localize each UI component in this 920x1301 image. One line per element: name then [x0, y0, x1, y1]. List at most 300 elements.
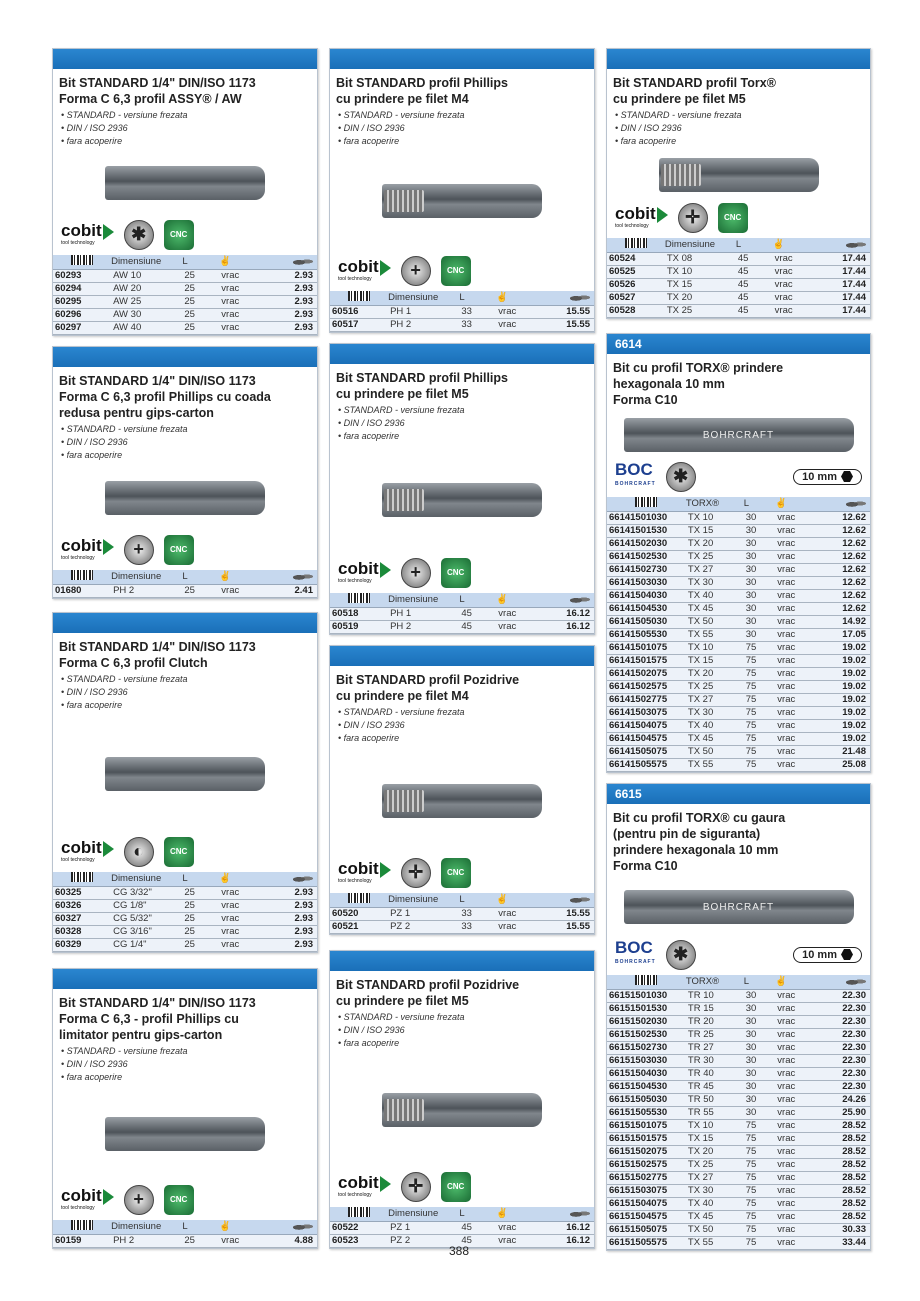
dimension: PH 1	[388, 306, 459, 319]
dimension: TX 10	[665, 266, 736, 279]
table-row	[53, 939, 317, 952]
price: 2.93	[272, 283, 317, 296]
length: 45	[459, 1235, 496, 1248]
price: 17.05	[828, 629, 870, 642]
price: 33.44	[828, 1237, 870, 1250]
price: 2.93	[272, 887, 317, 900]
price: 2.93	[272, 939, 317, 952]
price: 17.44	[825, 253, 870, 266]
cnc-badge-icon: CNC	[164, 535, 194, 565]
packaging: vrac	[773, 279, 826, 292]
price: 17.44	[825, 292, 870, 305]
bit-image: BOHRCRAFT	[624, 890, 854, 924]
length: 30	[744, 1029, 776, 1042]
dimension: TX 50	[686, 616, 744, 629]
article-code: 66141505530	[607, 629, 686, 642]
table-row	[607, 642, 870, 655]
barcode-icon	[348, 291, 370, 301]
cnc-badge-icon: CNC	[441, 256, 471, 286]
price: 15.55	[549, 306, 594, 319]
table-row	[607, 564, 870, 577]
price-coins-icon	[570, 895, 590, 904]
section-header-bar: 6614	[607, 334, 870, 354]
price: 19.02	[828, 668, 870, 681]
torx-star-icon: ✱	[124, 220, 154, 250]
product-image	[330, 745, 594, 857]
dimension: PZ 2	[388, 921, 459, 934]
length: 25	[182, 270, 219, 283]
column-header: Dimensiune	[111, 872, 182, 887]
table-row	[607, 1237, 870, 1250]
article-code: 66141502730	[607, 564, 686, 577]
column-header: Dimensiune	[111, 255, 182, 270]
dimension: TX 55	[686, 759, 744, 772]
price: 24.26	[828, 1094, 870, 1107]
length: 75	[744, 1185, 776, 1198]
feature-bullet: • STANDARD - versiune frezata	[615, 110, 742, 120]
title-line: Forma C 6,3 profil Phillips cu coada	[59, 390, 271, 404]
length: 30	[744, 577, 776, 590]
brand-subtitle: BOHRCRAFT	[615, 480, 656, 487]
hand-packaging-icon: ✌	[496, 292, 509, 304]
table-header-row	[330, 1207, 594, 1222]
dimension: TX 40	[686, 590, 744, 603]
length: 75	[744, 1172, 776, 1185]
feature-bullet: • DIN / ISO 2936	[615, 123, 682, 133]
dimension: AW 25	[111, 296, 182, 309]
article-code: 66141503030	[607, 577, 686, 590]
length: 75	[744, 694, 776, 707]
article-code: 60527	[607, 292, 665, 305]
cobit-logo	[61, 840, 114, 863]
brand-name: cobit	[61, 536, 102, 556]
torx-star-icon: ✱	[666, 462, 696, 492]
phillips-icon: +	[401, 256, 431, 286]
dimension: CG 3/32"	[111, 887, 182, 900]
price: 2.93	[272, 296, 317, 309]
table-row	[607, 1159, 870, 1172]
length: 75	[744, 720, 776, 733]
packaging: vrac	[775, 564, 828, 577]
length: 45	[459, 1222, 496, 1235]
length: 45	[459, 608, 496, 621]
dimension: TR 10	[686, 990, 744, 1003]
article-code: 66151504575	[607, 1211, 686, 1224]
table-row	[607, 746, 870, 759]
price: 14.92	[828, 616, 870, 629]
price-coins-icon	[846, 977, 866, 986]
cnc-badge-icon: CNC	[164, 837, 194, 867]
feature-bullet: • DIN / ISO 2936	[61, 437, 128, 447]
length: 25	[182, 1235, 219, 1248]
table-row	[607, 759, 870, 772]
packaging: vrac	[775, 668, 828, 681]
length: 75	[744, 759, 776, 772]
price-table	[607, 238, 870, 319]
packaging: vrac	[496, 621, 549, 634]
table-row	[607, 538, 870, 551]
length: 30	[744, 512, 776, 525]
dimension: AW 20	[111, 283, 182, 296]
table-row	[330, 921, 594, 934]
price: 28.52	[828, 1133, 870, 1146]
packaging: vrac	[775, 577, 828, 590]
product-title	[330, 971, 594, 1011]
price: 28.52	[828, 1185, 870, 1198]
barcode-icon	[635, 975, 657, 985]
article-code: 60326	[53, 900, 111, 913]
length: 75	[744, 1120, 776, 1133]
size-label: 10 mm	[802, 470, 837, 483]
dimension: TX 15	[686, 655, 744, 668]
length: 33	[459, 908, 496, 921]
table-row	[330, 621, 594, 634]
length: 75	[744, 1211, 776, 1224]
price: 22.30	[828, 1042, 870, 1055]
column-header	[549, 893, 594, 908]
price: 15.55	[549, 908, 594, 921]
hand-packaging-icon: ✌	[496, 1208, 509, 1220]
article-code: 66151501075	[607, 1120, 686, 1133]
price: 12.62	[828, 577, 870, 590]
pozidriv-icon: ✛	[401, 858, 431, 888]
price: 22.30	[828, 990, 870, 1003]
length: 30	[744, 1081, 776, 1094]
bit-image	[105, 757, 265, 791]
feature-bullet: • DIN / ISO 2936	[338, 1025, 405, 1035]
length: 75	[744, 1198, 776, 1211]
price: 19.02	[828, 720, 870, 733]
price: 25.08	[828, 759, 870, 772]
dimension: TX 15	[665, 279, 736, 292]
cobit-flag-icon	[103, 1189, 114, 1205]
column-header: L	[459, 593, 496, 608]
article-code: 66141504030	[607, 590, 686, 603]
table-header-row	[53, 570, 317, 585]
length: 75	[744, 668, 776, 681]
brand-subtitle: tool technology	[338, 1191, 372, 1198]
packaging: vrac	[496, 608, 549, 621]
table-header-row	[53, 1220, 317, 1235]
article-code: 66151505575	[607, 1237, 686, 1250]
logo-row	[330, 1171, 594, 1207]
feature-bullet: • DIN / ISO 2936	[61, 1059, 128, 1069]
length: 75	[744, 1224, 776, 1237]
boc-logo	[615, 937, 656, 969]
packaging: vrac	[773, 292, 826, 305]
length: 45	[736, 266, 773, 279]
dimension: TX 50	[686, 746, 744, 759]
title-line: Bit STANDARD 1/4" DIN/ISO 1173	[59, 640, 256, 654]
column-header: Dimensiune	[388, 1207, 459, 1222]
price: 2.93	[272, 900, 317, 913]
product-image	[607, 148, 870, 202]
product-title	[53, 633, 317, 673]
packaging: vrac	[219, 939, 272, 952]
dimension: CG 1/4"	[111, 939, 182, 952]
dimension: CG 5/32"	[111, 913, 182, 926]
barcode-icon	[71, 570, 93, 580]
length: 25	[182, 913, 219, 926]
article-code: 60520	[330, 908, 388, 921]
product-image	[53, 1084, 317, 1184]
column-header	[53, 255, 111, 270]
price: 2.93	[272, 926, 317, 939]
thread-image	[661, 164, 701, 186]
product-title	[607, 69, 870, 109]
length: 75	[744, 707, 776, 720]
packaging: vrac	[775, 1198, 828, 1211]
packaging: vrac	[775, 590, 828, 603]
hand-packaging-icon: ✌	[775, 976, 788, 988]
dimension: PH 2	[111, 585, 182, 598]
barcode-icon	[71, 255, 93, 265]
cobit-logo	[338, 861, 391, 884]
packaging: vrac	[773, 253, 826, 266]
column-header: L	[182, 1220, 219, 1235]
dimension: TX 27	[686, 694, 744, 707]
column-header: L	[459, 1207, 496, 1222]
product-title	[53, 989, 317, 1045]
price: 4.88	[272, 1235, 317, 1248]
article-code: 60329	[53, 939, 111, 952]
feature-bullet: • STANDARD - versiune frezata	[338, 110, 465, 120]
packaging: vrac	[219, 270, 272, 283]
dimension: TR 15	[686, 1003, 744, 1016]
packaging: vrac	[219, 585, 272, 598]
dimension: TX 55	[686, 1237, 744, 1250]
cnc-badge-icon: CNC	[164, 220, 194, 250]
column-header	[219, 255, 272, 270]
table-header-row	[53, 255, 317, 270]
packaging: vrac	[773, 305, 826, 318]
packaging: vrac	[219, 900, 272, 913]
brand-name: cobit	[61, 838, 102, 858]
feature-bullet: • STANDARD - versiune frezata	[61, 674, 188, 684]
phillips-icon: +	[124, 535, 154, 565]
brand-name: cobit	[615, 204, 656, 224]
length: 30	[744, 1042, 776, 1055]
dimension: PZ 1	[388, 908, 459, 921]
dimension: TX 45	[686, 603, 744, 616]
feature-bullet: • fara acoperire	[61, 136, 123, 146]
title-line: Bit cu profil TORX® cu gaura	[613, 811, 786, 825]
column-header	[607, 497, 686, 512]
length: 25	[182, 900, 219, 913]
length: 30	[744, 1107, 776, 1120]
brand-subtitle: tool technology	[615, 222, 649, 229]
logo-row	[330, 857, 594, 893]
feature-bullet: • fara acoperire	[338, 431, 400, 441]
column-header	[272, 570, 317, 585]
dimension: PH 2	[111, 1235, 182, 1248]
product-section-j	[606, 333, 871, 773]
dimension: TX 55	[686, 629, 744, 642]
bit-image: BOHRCRAFT	[624, 418, 854, 452]
column-header: L	[459, 893, 496, 908]
article-code: 60296	[53, 309, 111, 322]
section-header-bar	[330, 49, 594, 69]
dimension: AW 30	[111, 309, 182, 322]
table-row	[607, 629, 870, 642]
feature-bullet: • DIN / ISO 2936	[338, 123, 405, 133]
packaging: vrac	[219, 1235, 272, 1248]
article-code: 60519	[330, 621, 388, 634]
product-section-h	[329, 950, 595, 1249]
packaging: vrac	[775, 759, 828, 772]
dimension: TX 10	[686, 512, 744, 525]
column-header: L	[736, 238, 773, 253]
product-section-k	[606, 783, 871, 1251]
article-code: 66141504575	[607, 733, 686, 746]
length: 30	[744, 525, 776, 538]
price-table	[330, 291, 594, 333]
title-line: cu prindere pe filet M5	[336, 387, 469, 401]
pozidriv-icon: ✛	[678, 203, 708, 233]
column-header	[53, 570, 111, 585]
dimension: PZ 2	[388, 1235, 459, 1248]
table-row	[607, 1146, 870, 1159]
price-coins-icon	[293, 874, 313, 883]
table-row	[607, 525, 870, 538]
title-line: (pentru pin de siguranta)	[613, 827, 761, 841]
table-row	[53, 322, 317, 335]
packaging: vrac	[775, 1003, 828, 1016]
packaging: vrac	[775, 733, 828, 746]
product-section-b	[52, 346, 318, 599]
dimension: TR 30	[686, 1055, 744, 1068]
price: 12.62	[828, 564, 870, 577]
brand-subtitle: tool technology	[61, 856, 95, 863]
article-code: 60517	[330, 319, 388, 332]
table-row	[53, 585, 317, 598]
column-header: Dimensiune	[111, 570, 182, 585]
title-line: prindere hexagonala 10 mm	[613, 843, 779, 857]
article-code: 66151505030	[607, 1094, 686, 1107]
thread-image	[384, 790, 424, 812]
packaging: vrac	[775, 1029, 828, 1042]
column-header	[53, 872, 111, 887]
column-header	[496, 1207, 549, 1222]
hand-packaging-icon: ✌	[219, 873, 232, 885]
price-coins-icon	[570, 595, 590, 604]
length: 75	[744, 746, 776, 759]
column-header: TORX®	[686, 975, 744, 990]
dimension: TR 45	[686, 1081, 744, 1094]
column-header	[775, 975, 828, 990]
article-code: 66151502075	[607, 1146, 686, 1159]
cobit-flag-icon	[103, 224, 114, 240]
section-header-bar	[53, 969, 317, 989]
feature-bullet: • fara acoperire	[615, 136, 677, 146]
product-section-d	[52, 968, 318, 1249]
title-line: Forma C10	[613, 859, 678, 873]
price: 16.12	[549, 621, 594, 634]
length: 30	[744, 1016, 776, 1029]
title-line: Forma C 6,3 profil ASSY® / AW	[59, 92, 242, 106]
packaging: vrac	[775, 616, 828, 629]
article-code: 66141505575	[607, 759, 686, 772]
packaging: vrac	[775, 1159, 828, 1172]
title-line: cu prindere pe filet M4	[336, 689, 469, 703]
table-row	[607, 681, 870, 694]
table-row	[607, 292, 870, 305]
packaging: vrac	[775, 707, 828, 720]
article-code: 60159	[53, 1235, 111, 1248]
length: 30	[744, 1094, 776, 1107]
feature-bullet: • STANDARD - versiune frezata	[338, 405, 465, 415]
product-title	[53, 69, 317, 109]
table-header-row	[607, 975, 870, 990]
logo-row	[607, 939, 870, 975]
section-header-bar	[53, 613, 317, 633]
table-row	[607, 655, 870, 668]
price: 28.52	[828, 1146, 870, 1159]
article-code: 66151503030	[607, 1055, 686, 1068]
price: 15.55	[549, 319, 594, 332]
price: 16.12	[549, 1222, 594, 1235]
packaging: vrac	[775, 629, 828, 642]
article-code: 66141502030	[607, 538, 686, 551]
barcode-icon	[625, 238, 647, 248]
packaging: vrac	[219, 283, 272, 296]
price-table	[330, 593, 594, 635]
article-code: 66141505075	[607, 746, 686, 759]
price: 21.48	[828, 746, 870, 759]
table-header-row	[607, 238, 870, 253]
column-header	[330, 291, 388, 306]
price: 30.33	[828, 1224, 870, 1237]
column-header: Dimensiune	[388, 291, 459, 306]
dimension: TR 25	[686, 1029, 744, 1042]
dimension: TX 30	[686, 707, 744, 720]
section-header-bar	[330, 951, 594, 971]
article-code: 60293	[53, 270, 111, 283]
length: 33	[459, 306, 496, 319]
dimension: PH 2	[388, 621, 459, 634]
product-title	[53, 367, 317, 423]
dimension: TX 15	[686, 1133, 744, 1146]
logo-row	[53, 219, 317, 255]
product-image	[607, 876, 870, 939]
article-code: 66141502530	[607, 551, 686, 564]
column-header	[219, 570, 272, 585]
logo-row	[53, 534, 317, 570]
price-coins-icon	[846, 240, 866, 249]
column-header: L	[182, 255, 219, 270]
article-code: 60526	[607, 279, 665, 292]
price-coins-icon	[293, 1222, 313, 1231]
table-row	[607, 266, 870, 279]
cnc-badge-icon: CNC	[441, 858, 471, 888]
price: 28.52	[828, 1198, 870, 1211]
brand-subtitle: tool technology	[338, 275, 372, 282]
thread-image	[384, 190, 424, 212]
barcode-icon	[635, 497, 657, 507]
dimension: TR 50	[686, 1094, 744, 1107]
table-row	[330, 306, 594, 319]
length: 30	[744, 629, 776, 642]
price-table	[330, 1207, 594, 1249]
feature-bullet: • fara acoperire	[338, 733, 400, 743]
price: 12.62	[828, 603, 870, 616]
dimension: TX 20	[686, 538, 744, 551]
table-row	[607, 1003, 870, 1016]
table-row	[607, 512, 870, 525]
section-header-bar: 6615	[607, 784, 870, 804]
title-line: cu prindere pe filet M5	[336, 994, 469, 1008]
table-row	[607, 1107, 870, 1120]
